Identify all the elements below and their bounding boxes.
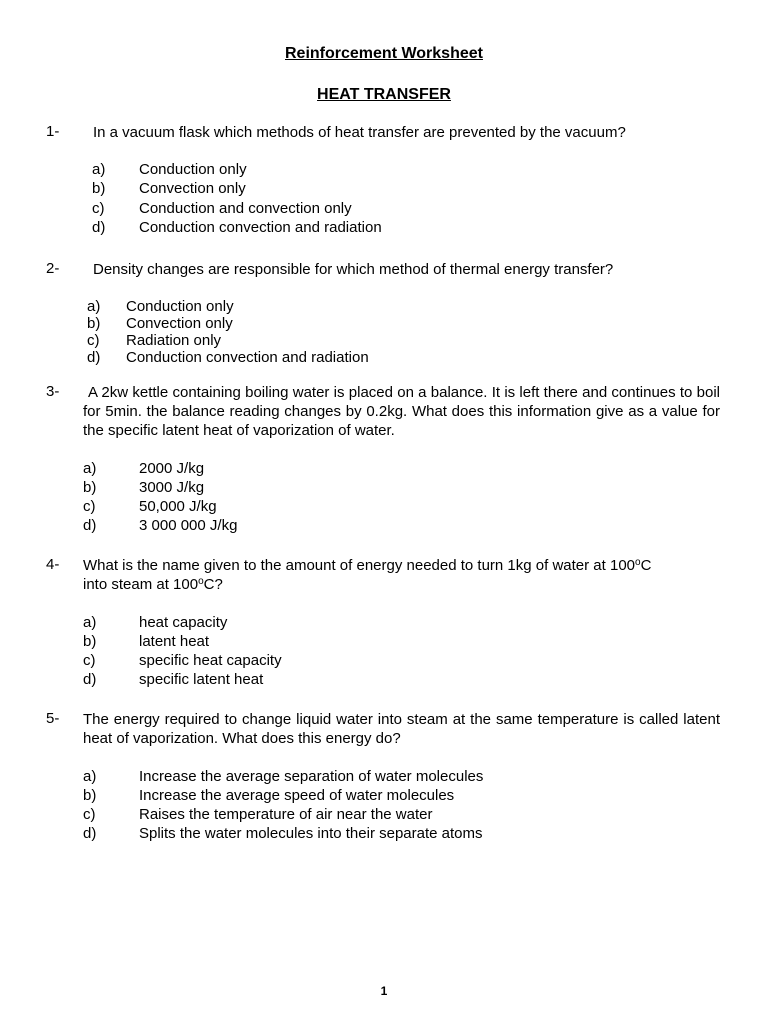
- option-text: latent heat: [139, 633, 210, 650]
- option-label: b): [92, 180, 106, 197]
- option-text: specific latent heat: [139, 671, 264, 688]
- option-text: Increase the average separation of water molecules: [139, 768, 484, 785]
- option-text: specific heat capacity: [139, 652, 282, 669]
- option-text: Radiation only: [126, 332, 222, 349]
- option-text: 50,000 J/kg: [139, 498, 217, 515]
- option-text: 2000 J/kg: [139, 460, 205, 477]
- question-number: 4-: [46, 556, 60, 573]
- question-number: 5-: [46, 710, 60, 727]
- option-label: a): [83, 460, 97, 477]
- option-text: Conduction only: [139, 161, 247, 178]
- option-label: c): [87, 332, 100, 349]
- question-text-line-1: What is the name given to the amount of energy needed to turn 1kg of water at 100$^o$C: [83, 557, 652, 574]
- option-text: 3000 J/kg: [139, 479, 205, 496]
- question-text-line-2: into steam at 100$^o$C?: [83, 576, 223, 593]
- option-text: Raises the temperature of air near the water: [139, 806, 433, 823]
- option-text: Splits the water molecules into their separate atoms: [139, 825, 483, 842]
- worksheet-subtitle: HEAT TRANSFER: [317, 86, 451, 103]
- option-text: Conduction only: [126, 298, 234, 315]
- option-label: c): [92, 200, 105, 217]
- option-text: Increase the average speed of water molecules: [139, 787, 455, 804]
- question-text: Density changes are responsible for which method of thermal energy transfer?: [93, 261, 614, 278]
- option-label: d): [83, 825, 97, 842]
- option-text: Convection only: [126, 315, 233, 332]
- question-number: 1-: [46, 123, 60, 140]
- option-text: Conduction convection and radiation: [126, 349, 369, 366]
- option-label: d): [92, 219, 106, 236]
- option-label: c): [83, 652, 96, 669]
- option-text: 3 000 000 J/kg: [139, 517, 238, 534]
- option-label: b): [87, 315, 101, 332]
- option-text: heat capacity: [139, 614, 228, 631]
- page-number: 1: [380, 984, 388, 998]
- option-label: b): [83, 633, 97, 650]
- option-label: c): [83, 498, 96, 515]
- option-label: d): [83, 517, 97, 534]
- question-text: [83, 556, 723, 594]
- question-text: A 2kw kettle containing boiling water is placed on a balance. It is left there and continues to boil for 5min. the balance reading changes by 0.2kg. What does this information give as a value for the specific latent heat of vaporization of water.: [83, 384, 720, 439]
- option-label: d): [87, 349, 101, 366]
- option-label: c): [83, 806, 96, 823]
- question-number: 3-: [46, 383, 60, 400]
- option-label: b): [83, 479, 97, 496]
- option-label: a): [87, 298, 101, 315]
- option-label: d): [83, 671, 97, 688]
- option-text: Conduction and convection only: [139, 200, 352, 217]
- option-label: b): [83, 787, 97, 804]
- worksheet-title: Reinforcement Worksheet: [285, 45, 483, 62]
- question-text: The energy required to change liquid water into steam at the same temperature is called latent heat of vaporization. What does this energy do?: [83, 711, 720, 747]
- option-label: a): [83, 768, 97, 785]
- option-label: a): [92, 161, 106, 178]
- question-number: 2-: [46, 260, 60, 277]
- option-text: Conduction convection and radiation: [139, 219, 382, 236]
- option-label: a): [83, 614, 97, 631]
- option-text: Convection only: [139, 180, 246, 197]
- question-text: In a vacuum flask which methods of heat transfer are prevented by the vacuum?: [93, 124, 626, 141]
